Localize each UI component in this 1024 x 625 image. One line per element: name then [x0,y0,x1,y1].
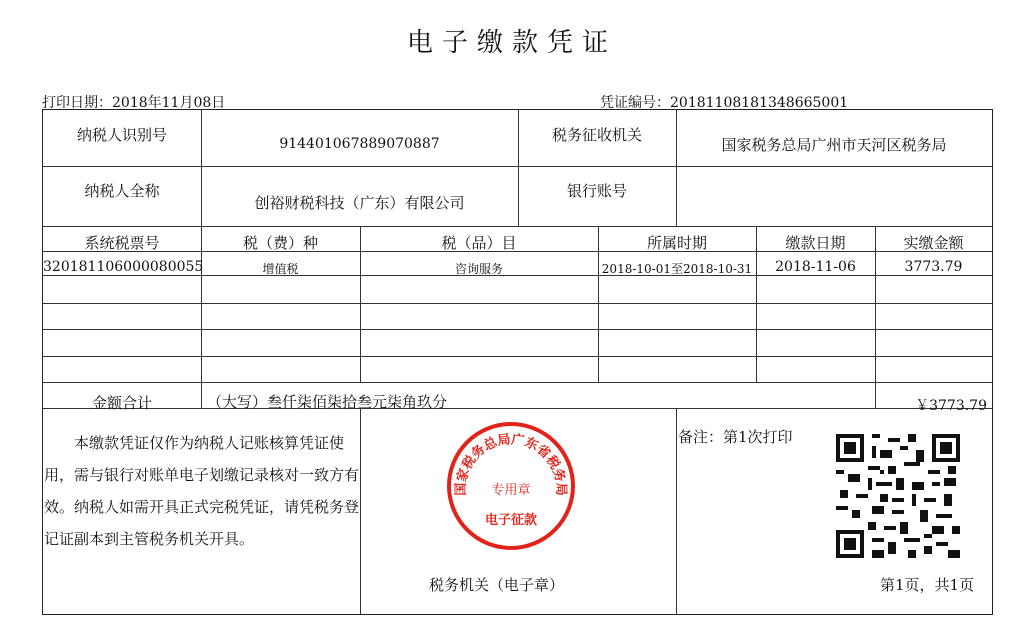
total-label: 金额合计 [91,394,152,412]
rule [43,303,992,304]
total-amount: ￥3773.79 [915,398,987,414]
rule [201,382,202,408]
print-date-label: 打印日期： [42,95,112,111]
row-period: 2018-10-01至2018-10-31 [601,262,753,276]
voucher-notice [44,427,362,555]
row-tax-type: 增值税 [262,262,299,276]
rule [43,226,992,227]
remark: 备注：第1次打印 [678,428,793,446]
seal-center-text: 专用章 [491,483,531,498]
voucher-number-value: 20181108181348665001 [670,95,849,111]
row-ticket-no: 320181106000080055 [43,259,204,275]
authority-caption: 税务机关（电子章） [428,576,564,594]
row-pay-date: 2018-11-06 [775,259,856,275]
rule [43,382,992,383]
row-tax-item: 咨询服务 [454,262,503,276]
print-date-value: 2018年11月08日 [112,95,226,111]
header-ticket-no: 系统税票号 [84,234,160,252]
header-period: 所属时期 [646,234,707,252]
document-title: 电子缴款凭证 [406,28,617,58]
total-in-words: （大写）叁仟柒佰柒拾叁元柒角玖分 [207,393,448,411]
notice-text: 本缴款凭证仅作为纳税人记账核算凭证使用，需与银行对账单电子划缴记录核对一致方有效。纳税人如需开具正式完税凭证，请凭税务登记证副本到主管税务机关开具。 [44,434,360,548]
page-indicator: 第1页，共1页 [880,576,975,594]
taxpayer-name-label: 纳税人全称 [84,182,160,200]
qr-code-icon [836,434,960,558]
bank-account-label: 银行账号 [566,182,627,200]
rule [43,329,992,330]
qr-code [836,434,960,558]
taxpayer-id-label: 纳税人识别号 [76,126,167,144]
rule [676,110,677,226]
tax-seal [445,420,577,552]
tax-authority-label: 税务征收机关 [551,126,642,144]
header-tax-item: 税（品）目 [441,234,517,252]
header-amount: 实缴金额 [903,234,964,252]
taxpayer-name-value: 创裕财税科技（广东）有限公司 [254,194,465,212]
voucher-number-label: 凭证编号： [600,95,670,111]
header-pay-date: 缴款日期 [785,234,846,252]
row-amount: 3773.79 [904,259,963,275]
seal-stamp-icon [445,420,577,552]
taxpayer-id-value: 914401067889070887 [279,136,440,152]
seal-bottom-text: 电子征款 [484,513,538,528]
rule [43,356,992,357]
rule [676,408,677,614]
seal-arc-text: 国家税务总局广东省税务局 [453,432,569,496]
tax-authority-value: 国家税务总局广州市天河区税务局 [721,136,947,154]
header-tax-type: 税（费）种 [242,234,318,252]
